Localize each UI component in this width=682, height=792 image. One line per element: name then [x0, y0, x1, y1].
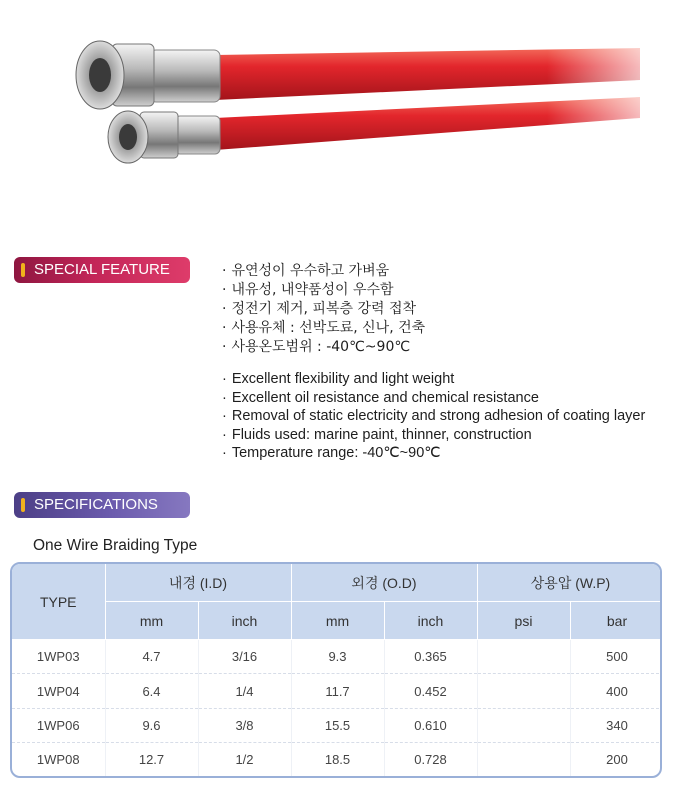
special-feature-label: SPECIAL FEATURE	[34, 261, 170, 278]
cell-psi	[477, 640, 570, 674]
header-working-pressure: 상용압 (W.P)	[477, 564, 662, 602]
cell-type: 1WP03	[12, 640, 105, 674]
cell-psi	[477, 708, 570, 742]
hose-product-image	[0, 0, 682, 215]
feature-en-item: · Excellent flexibility and light weight	[222, 370, 645, 389]
specifications-label: SPECIFICATIONS	[34, 496, 158, 513]
feature-ko-item: · 사용유체 : 선박도료, 신나, 건축	[222, 319, 425, 338]
cell-od-mm: 9.3	[291, 640, 384, 674]
cell-od-inch: 0.610	[384, 708, 477, 742]
cell-id-inch: 3/8	[198, 708, 291, 742]
table-row	[12, 674, 662, 708]
feature-ko-item: · 정전기 제거, 피복층 강력 접착	[222, 300, 425, 319]
cell-od-mm: 11.7	[291, 674, 384, 708]
cell-type: 1WP06	[12, 708, 105, 742]
feature-ko-item: · 유연성이 우수하고 가벼움	[222, 262, 425, 281]
cell-id-mm: 6.4	[105, 674, 198, 708]
header-unit: psi	[477, 602, 570, 640]
cell-bar: 200	[570, 743, 662, 776]
header-unit: inch	[384, 602, 477, 640]
cell-id-mm: 9.6	[105, 708, 198, 742]
cell-bar: 340	[570, 708, 662, 742]
cell-id-inch: 3/16	[198, 640, 291, 674]
cell-od-inch: 0.365	[384, 640, 477, 674]
cell-bar: 400	[570, 674, 662, 708]
cell-psi	[477, 674, 570, 708]
feature-ko-item: · 내유성, 내약품성이 우수함	[222, 281, 425, 300]
special-feature-badge	[14, 257, 190, 283]
header-unit: mm	[291, 602, 384, 640]
feature-en-item: · Temperature range: -40℃~90℃	[222, 444, 645, 463]
cell-id-inch: 1/4	[198, 674, 291, 708]
cell-id-inch: 1/2	[198, 743, 291, 776]
header-unit: bar	[570, 602, 662, 640]
cell-od-inch: 0.728	[384, 743, 477, 776]
cell-id-mm: 4.7	[105, 640, 198, 674]
feature-en-item: · Fluids used: marine paint, thinner, construction	[222, 426, 645, 445]
badge-marker-icon	[21, 263, 25, 277]
features-korean-list	[222, 262, 425, 357]
header-inner-diameter: 내경 (I.D)	[105, 564, 291, 602]
cell-type: 1WP04	[12, 674, 105, 708]
specifications-badge	[14, 492, 190, 518]
cell-bar: 500	[570, 640, 662, 674]
table-row	[12, 743, 662, 776]
cell-od-mm: 15.5	[291, 708, 384, 742]
header-unit: mm	[105, 602, 198, 640]
specifications-table	[10, 562, 662, 778]
badge-marker-icon	[21, 498, 25, 512]
header-unit: inch	[198, 602, 291, 640]
feature-en-item: · Removal of static electricity and strong adhesion of coating layer	[222, 407, 645, 426]
table-title: One Wire Braiding Type	[33, 537, 198, 554]
cell-psi	[477, 743, 570, 776]
header-type: TYPE	[12, 564, 105, 640]
cell-type: 1WP08	[12, 743, 105, 776]
cell-id-mm: 12.7	[105, 743, 198, 776]
cell-od-inch: 0.452	[384, 674, 477, 708]
feature-ko-item: · 사용온도범위 : -40℃~90℃	[222, 338, 425, 357]
feature-en-item: · Excellent oil resistance and chemical resistance	[222, 389, 645, 408]
features-english-list	[222, 370, 645, 463]
table-row	[12, 640, 662, 674]
header-outer-diameter: 외경 (O.D)	[291, 564, 477, 602]
table-row	[12, 708, 662, 742]
cell-od-mm: 18.5	[291, 743, 384, 776]
